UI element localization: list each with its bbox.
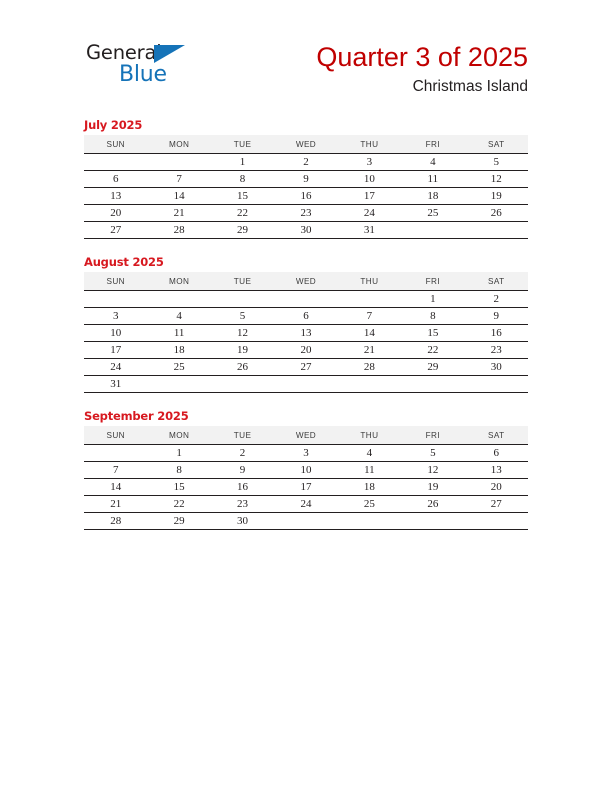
day-cell[interactable]: 10: [338, 171, 401, 188]
day-cell-empty: [338, 513, 401, 530]
day-cell[interactable]: 20: [465, 479, 528, 496]
day-cell-empty: [465, 222, 528, 239]
weekday-header-mon: MON: [147, 135, 210, 154]
month-block: [84, 409, 528, 530]
weekday-header-wed: WED: [274, 135, 337, 154]
weekday-header-sat: SAT: [465, 272, 528, 291]
logo-word-general: General: [86, 41, 162, 64]
day-cell[interactable]: 28: [338, 359, 401, 376]
day-cell[interactable]: 27: [274, 359, 337, 376]
day-cell[interactable]: 31: [338, 222, 401, 239]
day-cell[interactable]: 25: [401, 205, 464, 222]
day-cell[interactable]: 29: [211, 222, 274, 239]
day-cell[interactable]: 12: [401, 462, 464, 479]
calendar-week-row: [84, 479, 528, 496]
title-block: [316, 42, 528, 97]
day-cell[interactable]: 13: [465, 462, 528, 479]
day-cell[interactable]: 18: [401, 188, 464, 205]
day-cell[interactable]: 9: [211, 462, 274, 479]
calendar-week-row: [84, 205, 528, 222]
day-cell[interactable]: 29: [401, 359, 464, 376]
day-cell[interactable]: 2: [274, 154, 337, 171]
day-cell[interactable]: 14: [338, 325, 401, 342]
day-cell[interactable]: 30: [211, 513, 274, 530]
day-cell[interactable]: 20: [274, 342, 337, 359]
day-cell[interactable]: 15: [147, 479, 210, 496]
weekday-header-sat: SAT: [465, 135, 528, 154]
month-title: July 2025: [84, 118, 143, 132]
day-cell[interactable]: 22: [147, 496, 210, 513]
day-cell[interactable]: 24: [84, 359, 147, 376]
month-block: [84, 118, 528, 239]
day-cell[interactable]: 17: [338, 188, 401, 205]
day-cell-empty: [211, 291, 274, 308]
day-cell-empty: [84, 445, 147, 462]
day-cell[interactable]: 21: [147, 205, 210, 222]
day-cell[interactable]: 5: [465, 154, 528, 171]
day-cell[interactable]: 6: [274, 308, 337, 325]
day-cell[interactable]: 3: [84, 308, 147, 325]
day-cell[interactable]: 8: [401, 308, 464, 325]
day-cell-empty: [401, 513, 464, 530]
weekday-header-mon: MON: [147, 272, 210, 291]
weekday-header-sun: SUN: [84, 135, 147, 154]
day-cell[interactable]: 23: [465, 342, 528, 359]
calendar-week-row: [84, 154, 528, 171]
day-cell[interactable]: 7: [84, 462, 147, 479]
day-cell-empty: [274, 513, 337, 530]
weekday-header-fri: FRI: [401, 135, 464, 154]
calendar-week-row: [84, 188, 528, 205]
day-cell[interactable]: 19: [211, 342, 274, 359]
day-cell[interactable]: 2: [465, 291, 528, 308]
day-cell[interactable]: 23: [211, 496, 274, 513]
day-cell[interactable]: 28: [147, 222, 210, 239]
calendar-week-row: [84, 359, 528, 376]
calendar-week-row: [84, 376, 528, 393]
month-block: [84, 255, 528, 393]
day-cell[interactable]: 8: [147, 462, 210, 479]
day-cell[interactable]: 25: [338, 496, 401, 513]
day-cell[interactable]: 11: [338, 462, 401, 479]
day-cell[interactable]: 20: [84, 205, 147, 222]
weekday-header-row: [84, 426, 528, 445]
day-cell[interactable]: 5: [211, 308, 274, 325]
calendar-week-row: [84, 445, 528, 462]
day-cell[interactable]: 1: [147, 445, 210, 462]
day-cell[interactable]: 9: [465, 308, 528, 325]
day-cell[interactable]: 26: [465, 205, 528, 222]
weekday-header-tue: TUE: [211, 426, 274, 445]
day-cell[interactable]: 12: [211, 325, 274, 342]
weekday-header-row: [84, 272, 528, 291]
day-cell[interactable]: 6: [465, 445, 528, 462]
day-cell[interactable]: 13: [84, 188, 147, 205]
page-header: [0, 0, 612, 112]
day-cell[interactable]: 12: [465, 171, 528, 188]
day-cell[interactable]: 21: [84, 496, 147, 513]
month-list: [84, 118, 528, 546]
day-cell[interactable]: 22: [211, 205, 274, 222]
weekday-header-mon: MON: [147, 426, 210, 445]
day-cell[interactable]: 4: [401, 154, 464, 171]
calendar-table: [84, 272, 528, 393]
day-cell[interactable]: 7: [147, 171, 210, 188]
weekday-header-sat: SAT: [465, 426, 528, 445]
day-cell-empty: [147, 376, 210, 393]
day-cell[interactable]: 15: [211, 188, 274, 205]
weekday-header-thu: THU: [338, 272, 401, 291]
day-cell[interactable]: 2: [211, 445, 274, 462]
day-cell[interactable]: 7: [338, 308, 401, 325]
day-cell[interactable]: 29: [147, 513, 210, 530]
calendar-week-row: [84, 496, 528, 513]
day-cell[interactable]: 10: [274, 462, 337, 479]
day-cell[interactable]: 27: [465, 496, 528, 513]
day-cell-empty: [465, 376, 528, 393]
day-cell[interactable]: 21: [338, 342, 401, 359]
day-cell[interactable]: 25: [147, 359, 210, 376]
day-cell[interactable]: 5: [401, 445, 464, 462]
day-cell-empty: [147, 154, 210, 171]
day-cell-empty: [338, 376, 401, 393]
day-cell-empty: [147, 291, 210, 308]
calendar-week-row: [84, 325, 528, 342]
day-cell[interactable]: 19: [465, 188, 528, 205]
day-cell-empty: [338, 291, 401, 308]
day-cell[interactable]: 1: [211, 154, 274, 171]
day-cell[interactable]: 11: [147, 325, 210, 342]
location-subtitle: Christmas Island: [412, 78, 528, 95]
weekday-header-tue: TUE: [211, 272, 274, 291]
calendar-week-row: [84, 222, 528, 239]
weekday-header-row: [84, 135, 528, 154]
weekday-header-thu: THU: [338, 135, 401, 154]
calendar-week-row: [84, 291, 528, 308]
day-cell[interactable]: 27: [84, 222, 147, 239]
day-cell-empty: [274, 291, 337, 308]
day-cell[interactable]: 18: [147, 342, 210, 359]
day-cell[interactable]: 13: [274, 325, 337, 342]
day-cell[interactable]: 28: [84, 513, 147, 530]
day-cell-empty: [211, 376, 274, 393]
weekday-header-thu: THU: [338, 426, 401, 445]
day-cell[interactable]: 30: [465, 359, 528, 376]
weekday-header-wed: WED: [274, 426, 337, 445]
day-cell[interactable]: 15: [401, 325, 464, 342]
day-cell[interactable]: 14: [84, 479, 147, 496]
day-cell[interactable]: 22: [401, 342, 464, 359]
day-cell[interactable]: 17: [274, 479, 337, 496]
weekday-header-tue: TUE: [211, 135, 274, 154]
month-title: September 2025: [84, 409, 189, 423]
blue-triangle-flag-icon: [154, 45, 185, 63]
day-cell[interactable]: 4: [147, 308, 210, 325]
weekday-header-sun: SUN: [84, 272, 147, 291]
day-cell[interactable]: 18: [338, 479, 401, 496]
day-cell-empty: [84, 154, 147, 171]
day-cell[interactable]: 11: [401, 171, 464, 188]
day-cell[interactable]: 24: [338, 205, 401, 222]
day-cell-empty: [401, 376, 464, 393]
day-cell-empty: [84, 291, 147, 308]
weekday-header-fri: FRI: [401, 426, 464, 445]
day-cell[interactable]: 1: [401, 291, 464, 308]
day-cell[interactable]: 16: [465, 325, 528, 342]
calendar-week-row: [84, 462, 528, 479]
day-cell[interactable]: 8: [211, 171, 274, 188]
month-title: August 2025: [84, 255, 164, 269]
day-cell[interactable]: 26: [401, 496, 464, 513]
day-cell[interactable]: 3: [274, 445, 337, 462]
day-cell[interactable]: 17: [84, 342, 147, 359]
day-cell[interactable]: 10: [84, 325, 147, 342]
day-cell[interactable]: 19: [401, 479, 464, 496]
day-cell[interactable]: 4: [338, 445, 401, 462]
day-cell[interactable]: 31: [84, 376, 147, 393]
calendar-week-row: [84, 342, 528, 359]
weekday-header-fri: FRI: [401, 272, 464, 291]
day-cell[interactable]: 9: [274, 171, 337, 188]
weekday-header-sun: SUN: [84, 426, 147, 445]
day-cell[interactable]: 16: [274, 188, 337, 205]
calendar-week-row: [84, 513, 528, 530]
calendar-table: [84, 135, 528, 239]
day-cell[interactable]: 24: [274, 496, 337, 513]
day-cell[interactable]: 30: [274, 222, 337, 239]
calendar-table: [84, 426, 528, 530]
logo-word-blue: Blue: [119, 62, 167, 87]
day-cell-empty: [465, 513, 528, 530]
calendar-week-row: [84, 171, 528, 188]
day-cell-empty: [401, 222, 464, 239]
brand-logo[interactable]: [86, 42, 216, 94]
day-cell-empty: [274, 376, 337, 393]
day-cell[interactable]: 23: [274, 205, 337, 222]
weekday-header-wed: WED: [274, 272, 337, 291]
calendar-week-row: [84, 308, 528, 325]
day-cell[interactable]: 26: [211, 359, 274, 376]
page-title: Quarter 3 of 2025: [316, 42, 528, 72]
day-cell[interactable]: 3: [338, 154, 401, 171]
day-cell[interactable]: 6: [84, 171, 147, 188]
day-cell[interactable]: 16: [211, 479, 274, 496]
day-cell[interactable]: 14: [147, 188, 210, 205]
